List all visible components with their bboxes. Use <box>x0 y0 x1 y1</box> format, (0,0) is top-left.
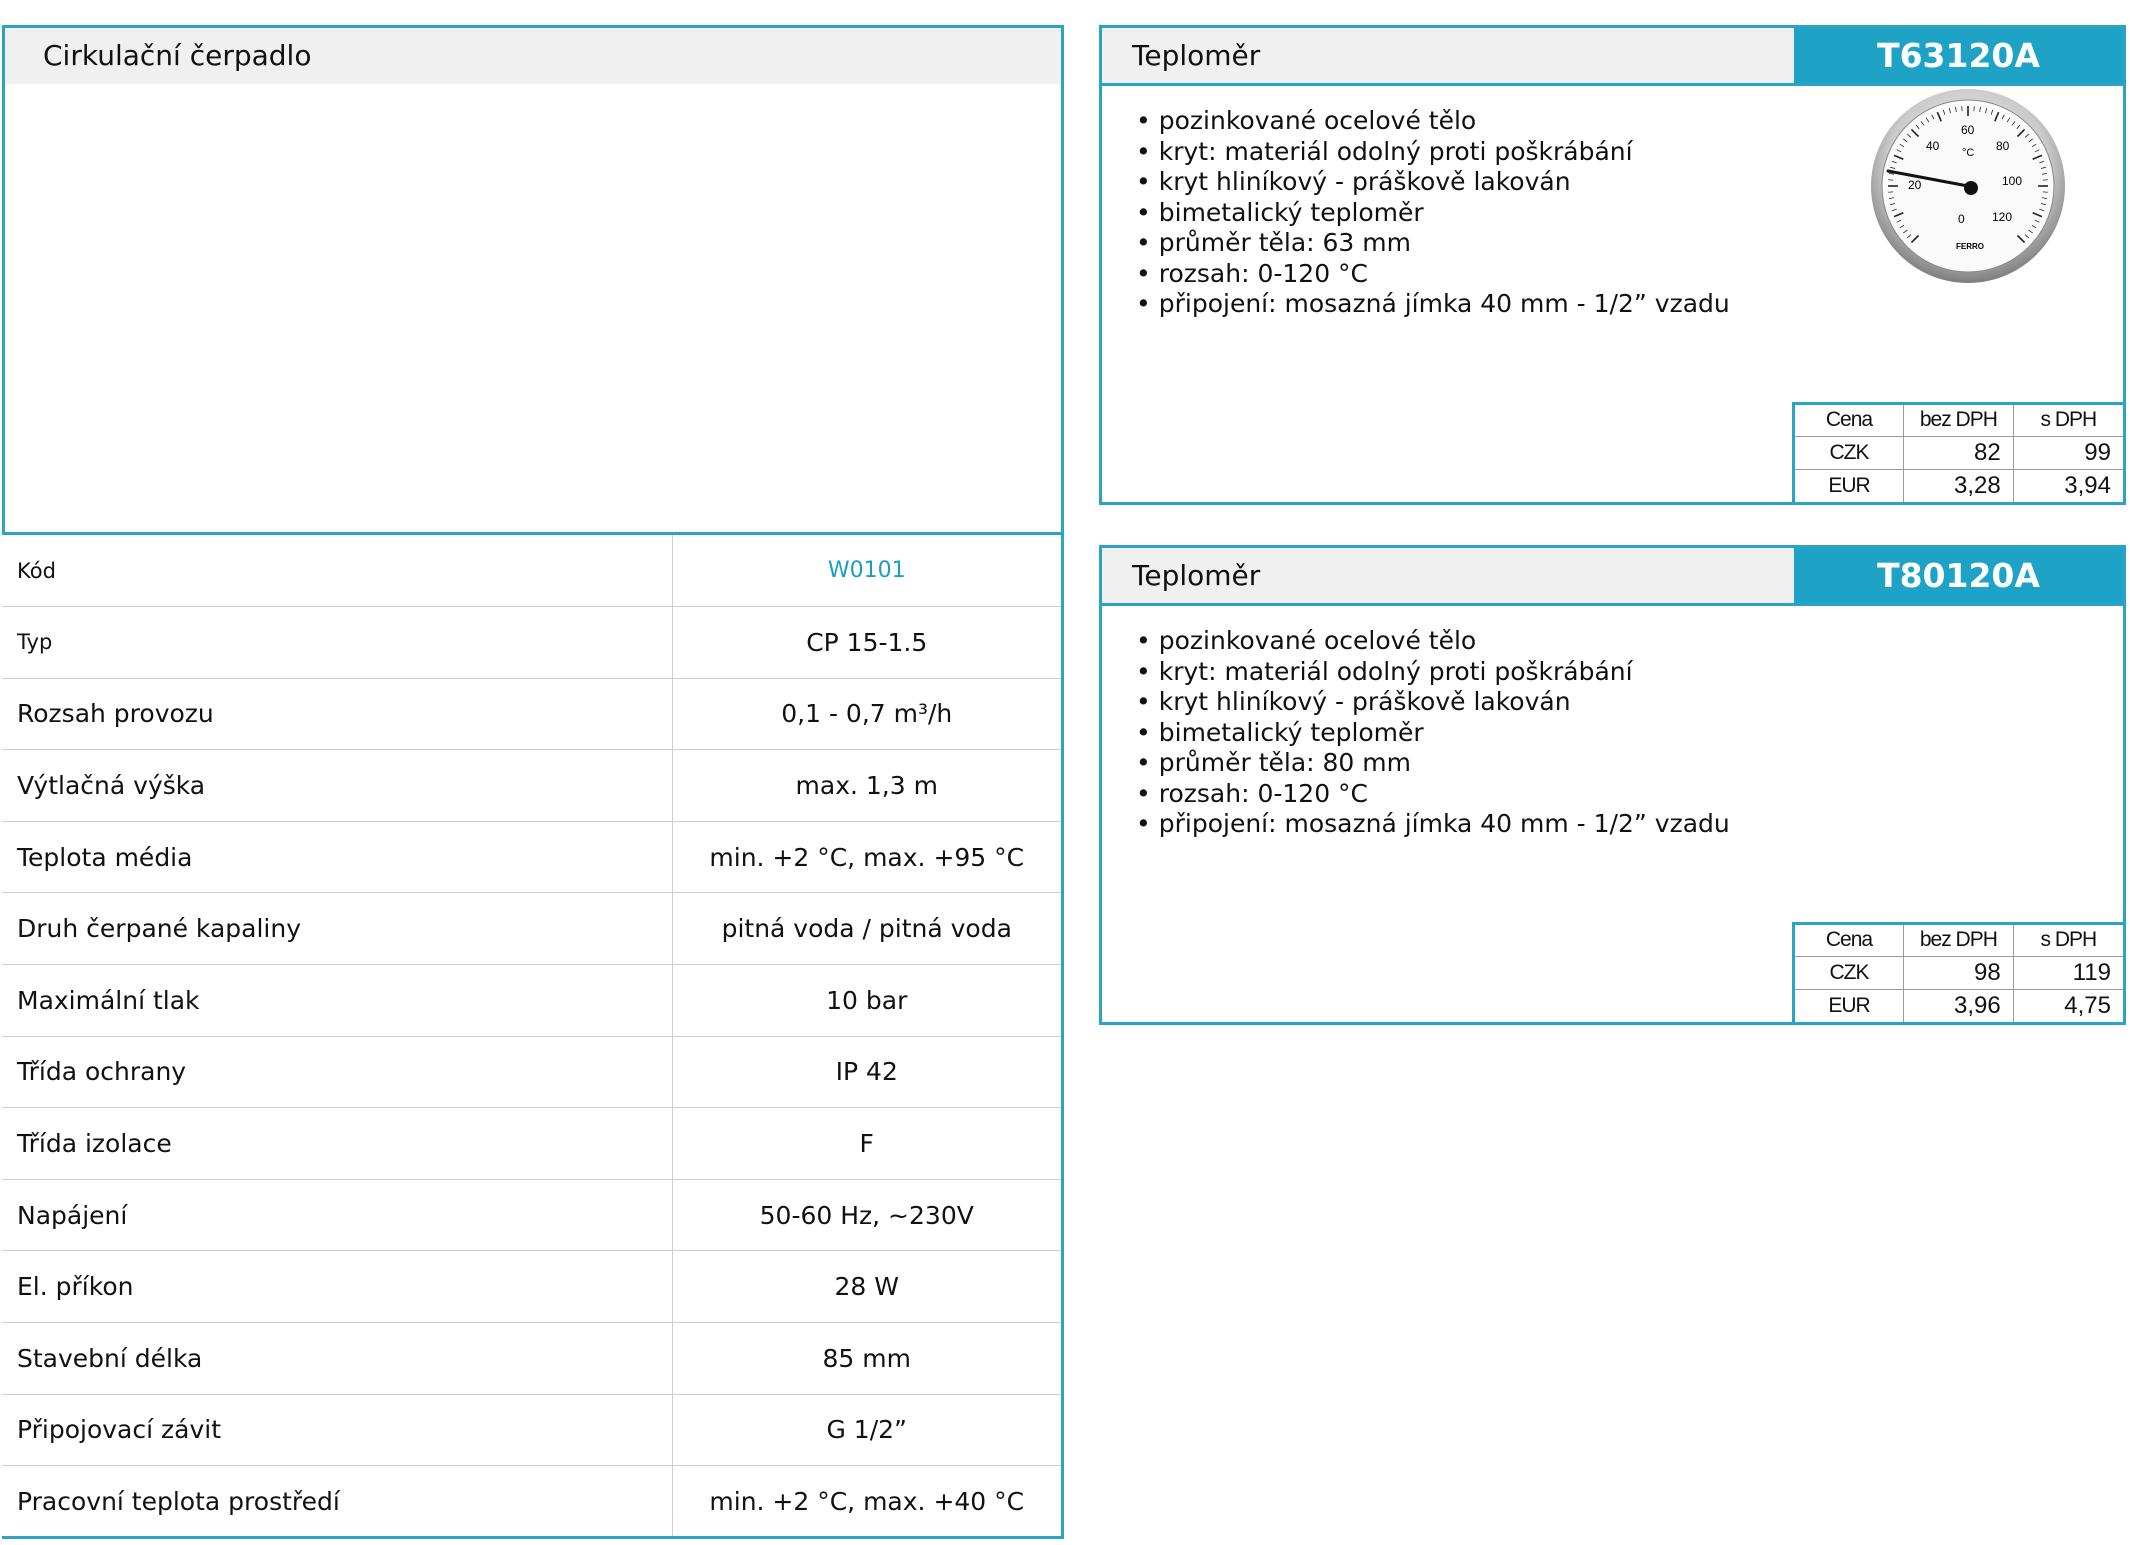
pump-image-panel <box>2 25 1064 535</box>
spec-label: Pracovní teplota prostředí <box>2 1466 672 1538</box>
spec-value: 10 bar <box>672 965 1063 1037</box>
feature-list <box>1136 626 1730 840</box>
spec-label: Maximální tlak <box>2 965 672 1037</box>
spec-label: Třída izolace <box>2 1108 672 1180</box>
price-eur-gross: 4,75 <box>2013 989 2123 1022</box>
spec-value: 85 mm <box>672 1323 1063 1395</box>
price-table <box>1792 922 2123 1023</box>
spec-row <box>2 1251 1063 1323</box>
spec-label: Kód <box>2 535 672 607</box>
spec-value: CP 15-1.5 <box>672 607 1063 679</box>
product-card-t63120a <box>1099 25 2126 505</box>
spec-row <box>2 1179 1063 1251</box>
spec-label: Stavební délka <box>2 1323 672 1395</box>
spec-row <box>2 1466 1063 1538</box>
price-table <box>1792 402 2123 503</box>
feature-list <box>1136 106 1730 320</box>
feature-item: • připojení: mosazná jímka 40 mm - 1/2” vzadu <box>1136 809 1730 840</box>
gauge-label-60: 60 <box>1961 123 1975 137</box>
feature-item: • rozsah: 0-120 °C <box>1136 779 1730 810</box>
spec-label: El. příkon <box>2 1251 672 1323</box>
price-czk-net: 82 <box>1904 436 2014 469</box>
price-header-cena: Cena <box>1794 923 1904 956</box>
spec-value: IP 42 <box>672 1036 1063 1108</box>
price-currency-czk: CZK <box>1794 956 1904 989</box>
gauge-label-100: 100 <box>2002 174 2023 188</box>
spec-row <box>2 607 1063 679</box>
spec-row <box>2 893 1063 965</box>
spec-value: min. +2 °C, max. +40 °C <box>672 1466 1063 1538</box>
spec-value: 28 W <box>672 1251 1063 1323</box>
spec-label: Napájení <box>2 1179 672 1251</box>
feature-item: • bimetalický teploměr <box>1136 198 1730 229</box>
feature-item: • připojení: mosazná jímka 40 mm - 1/2” vzadu <box>1136 289 1730 320</box>
gauge-label-120: 120 <box>1992 210 2013 224</box>
price-czk-net: 98 <box>1904 956 2014 989</box>
gauge-unit: °C <box>1962 147 1975 159</box>
spec-row <box>2 1036 1063 1108</box>
feature-item: • kryt: materiál odolný proti poškrábání <box>1136 137 1730 168</box>
feature-item: • průměr těla: 63 mm <box>1136 228 1730 259</box>
spec-row <box>2 535 1063 607</box>
spec-value: 50-60 Hz, ~230V <box>672 1179 1063 1251</box>
thermometer-gauge-image <box>1868 86 2068 286</box>
price-header-s-dph: s DPH <box>2013 923 2123 956</box>
card-header <box>1102 548 2123 606</box>
feature-item: • průměr těla: 80 mm <box>1136 748 1730 779</box>
price-header-s-dph: s DPH <box>2013 403 2123 436</box>
price-eur-net: 3,96 <box>1904 989 2014 1022</box>
spec-row <box>2 1323 1063 1395</box>
spec-row <box>2 750 1063 822</box>
gauge-label-0: 0 <box>1958 212 1965 226</box>
product-code-link[interactable]: W0101 <box>672 535 1063 607</box>
price-currency-czk: CZK <box>1794 436 1904 469</box>
feature-item: • pozinkované ocelové tělo <box>1136 106 1730 137</box>
feature-item: • pozinkované ocelové tělo <box>1136 626 1730 657</box>
price-czk-gross: 99 <box>2013 436 2123 469</box>
price-header-bez-dph: bez DPH <box>1904 403 2014 436</box>
spec-row <box>2 965 1063 1037</box>
spec-row <box>2 1394 1063 1466</box>
gauge-hub <box>1964 181 1978 195</box>
pump-title: Cirkulační čerpadlo <box>5 28 1061 84</box>
spec-label: Druh čerpané kapaliny <box>2 893 672 965</box>
feature-item: • bimetalický teploměr <box>1136 718 1730 749</box>
spec-label: Rozsah provozu <box>2 678 672 750</box>
card-header <box>1102 28 2123 86</box>
spec-label: Teplota média <box>2 821 672 893</box>
spec-row <box>2 1108 1063 1180</box>
gauge-label-20: 20 <box>1908 178 1922 192</box>
price-eur-gross: 3,94 <box>2013 469 2123 502</box>
spec-value: G 1/2” <box>672 1394 1063 1466</box>
spec-table <box>2 535 1064 1539</box>
spec-row <box>2 821 1063 893</box>
spec-row <box>2 678 1063 750</box>
spec-value: F <box>672 1108 1063 1180</box>
spec-value: max. 1,3 m <box>672 750 1063 822</box>
spec-label: Třída ochrany <box>2 1036 672 1108</box>
product-name: Teploměr <box>1132 559 1261 592</box>
price-eur-net: 3,28 <box>1904 469 2014 502</box>
product-code-badge: T63120A <box>1794 28 2123 83</box>
product-code-badge: T80120A <box>1794 548 2123 603</box>
gauge-label-80: 80 <box>1996 139 2010 153</box>
price-czk-gross: 119 <box>2013 956 2123 989</box>
feature-item: • kryt hliníkový - práškově lakován <box>1136 687 1730 718</box>
spec-label: Výtlačná výška <box>2 750 672 822</box>
price-header-bez-dph: bez DPH <box>1904 923 2014 956</box>
spec-label: Typ <box>2 607 672 679</box>
gauge-label-40: 40 <box>1926 139 1940 153</box>
spec-label: Připojovací závit <box>2 1394 672 1466</box>
gauge-brand: FERRO <box>1956 242 1984 251</box>
feature-item: • rozsah: 0-120 °C <box>1136 259 1730 290</box>
spec-value: min. +2 °C, max. +95 °C <box>672 821 1063 893</box>
product-name: Teploměr <box>1132 39 1261 72</box>
feature-item: • kryt: materiál odolný proti poškrábání <box>1136 657 1730 688</box>
spec-value: 0,1 - 0,7 m³/h <box>672 678 1063 750</box>
product-card-t80120a <box>1099 545 2126 1025</box>
feature-item: • kryt hliníkový - práškově lakován <box>1136 167 1730 198</box>
price-header-cena: Cena <box>1794 403 1904 436</box>
spec-value: pitná voda / pitná voda <box>672 893 1063 965</box>
price-currency-eur: EUR <box>1794 989 1904 1022</box>
price-currency-eur: EUR <box>1794 469 1904 502</box>
